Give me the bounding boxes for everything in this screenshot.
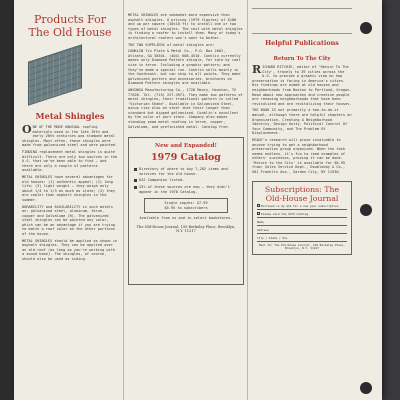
article-paragraph: THE TWO SUPPLIERS of metal shingles are:	[128, 42, 215, 47]
drop-cap: R	[252, 63, 262, 76]
checkbox-icon[interactable]	[257, 204, 260, 207]
catalog-price: Single copies: $7.95	[164, 201, 208, 206]
checkbox-icon[interactable]	[257, 212, 260, 215]
catalog-note: Available from us and in select bookstores.	[139, 216, 233, 221]
supplier-conklin: CONKLIN Tin Plate & Metal Co., P.O. Box 2662, Atlanta, GA 30301. (404) 688-4510. Conklin currently makes only Diamond Pattern shingle, for sale by roof size in terne. Including a graphic pattern; and they've made a special run. Conklin sells mainly in the Southeast, but can ship to all points. They make galvanized gutters and accessories, brochures on Diamond Pattern shingles are available.	[128, 49, 241, 86]
bullet-icon	[134, 186, 137, 189]
subscription-title: Subscriptions: The Old-House Journal	[264, 184, 340, 203]
metal-shingle-photo	[28, 44, 82, 106]
right-column	[252, 0, 352, 255]
article-paragraph: RICHARD RITCHIE, editor of 'Return To The City', travels to 39 cities across the U.S. to provide a graphic view on how preservation is faring in America's cities. His findings are aimed at old houses and neighborhoods from Boston to Portland, Oregon. Read about new approaches and creative people are renewing neighborhoods that have been revitalized and are revitalizing their houses.	[252, 63, 352, 106]
catalog-bullet: 25% of these sources are new — they didn't appear in the 1978 Catalog.	[134, 185, 238, 194]
return-to-city-article	[252, 65, 352, 175]
article-paragraph: DURABILITY and AVAILABILITY in such metals as: galvanized steel, aluminum, terne, copper and Galvalume (R). The galvanized steel shingles can be painted any color, which can be an advantage if you are trying to match a roof color on the other portions of the house.	[22, 204, 116, 237]
section-title-helpful-publications: Helpful Publications	[265, 39, 339, 47]
column-divider	[123, 0, 124, 400]
article-paragraph: METAL SHINGLES should be applied as shown in asphalt shingles. They can be applied over an old roof (as long as you're working with a sound base). The shingles, of course, should also be used as siding.	[22, 238, 118, 262]
metal-shingles-article	[22, 125, 118, 262]
binder-hole	[360, 204, 372, 216]
catalog-subscriber-price: $5.95 to subscribers	[164, 205, 208, 210]
drop-cap: O	[22, 123, 32, 136]
catalog-title: 1979 Catalog	[151, 152, 221, 164]
article-title-return-to-city: Return To The City	[273, 56, 331, 62]
subscription-footer: Mail to: The Old-House Journal, 199 Berkeley Place, Brooklyn, N.Y. 11217	[259, 242, 345, 251]
article-paragraph: METAL SHINGLES have several advantages for old houses: (1) authentic appeal; (2) long life; (3) light weight — they weigh only about 1/4 to 1/3 as much as slate; (4) they are cooler than asphalt shingles in the summer.	[22, 174, 116, 202]
catalog-new-label: New and Expanded!	[154, 143, 218, 150]
address-field[interactable]: Address	[257, 228, 347, 234]
city-state-zip-field[interactable]: City / State / Zip	[257, 236, 347, 242]
subscription-line[interactable]: Enclosed is my $12 for a one year subscription	[257, 204, 347, 210]
article-paragraph: METAL SHINGLES are somewhat more expensive than asphalt shingles. A pricing (1979 figures) of $180 and up per square (10x10 ft) to install one or two types of metal shingles. The cost with metal shingles is finding a roofer to install them. Many of today's architectural roofers won't want to bother.	[128, 13, 243, 40]
name-field[interactable]: Name	[257, 220, 347, 226]
catalog-bullet: Directory of where to buy 7,282 items and services for the old house.	[134, 167, 238, 176]
catalog-publisher: The Old-House Journal, 199 Berkeley Place, Brooklyn, N.Y. 11217	[136, 225, 236, 234]
left-column	[22, 0, 118, 264]
binder-hole	[360, 382, 372, 394]
top-rule-box	[252, 8, 352, 34]
binder-hole	[360, 22, 372, 34]
middle-column	[128, 0, 244, 285]
catalog-price-box	[144, 198, 228, 213]
article-title-metal-shingles: Metal Shingles	[35, 111, 105, 121]
metal-shingles-continued	[128, 13, 244, 129]
catalog-bullet: 642 Companies listed.	[134, 178, 238, 183]
article-paragraph: ONE OF THE MORE UNUSUAL roofing materials used in the late 19th and early 20th centuries was stamped metal shingles. Most often, these shingles were made from galvanized steel and were painted.	[22, 123, 118, 148]
supplier-ansonia: ANSONIA Manufacturing Co., 1720 Maury, Houston, TX 77026. Tel. (713) 227-4971. They make two patterns of metal shingles, their traditional pattern is called 'Victorian Shake'. Available in Galvanized Steel, minus rise also on steel that their longer than standard but dipped galvanized. Conklin's excellent by the color of port stain. Company also makes standing seam metal roofing in terne, copper, Galvalume, and prefinished metal. Catalog free.	[128, 87, 243, 129]
desk-background	[0, 0, 14, 400]
article-paragraph: THE BOOK IS not primarily a how-to-do-it manual, although there are helpful chapters on Organization, Creating A Neighborhood Identity, Design Unity, Political Control Of Your Community, and The Problem Of Displacement.	[252, 108, 352, 136]
bullet-icon	[134, 168, 137, 171]
subscription-line[interactable]: Please send the 1979 Catalog	[257, 212, 347, 218]
article-paragraph: FINDING replacement metal shingles is quite difficult. There are only two sources in the U.S. that we've been able to find — and there are only a couple of patterns available.	[22, 149, 118, 173]
bullet-icon	[134, 179, 137, 182]
magazine-page	[14, 0, 382, 400]
catalog-ad	[128, 137, 244, 285]
article-paragraph: READY's research will prove invaluable to anyone trying to get a neighborhood preservation group organized. When the task seems endless, it's fun to read examples of others' successes, proving it can be done. 'Return to the City' is available for $8.95 from: Sales Service Dept., Doubleday & Co., 501 Franklin Ave., Garden City, NY 11530.	[252, 137, 346, 175]
section-title-products: Products For The Old House	[28, 13, 112, 39]
column-divider	[247, 0, 248, 400]
subscription-form	[252, 181, 352, 255]
